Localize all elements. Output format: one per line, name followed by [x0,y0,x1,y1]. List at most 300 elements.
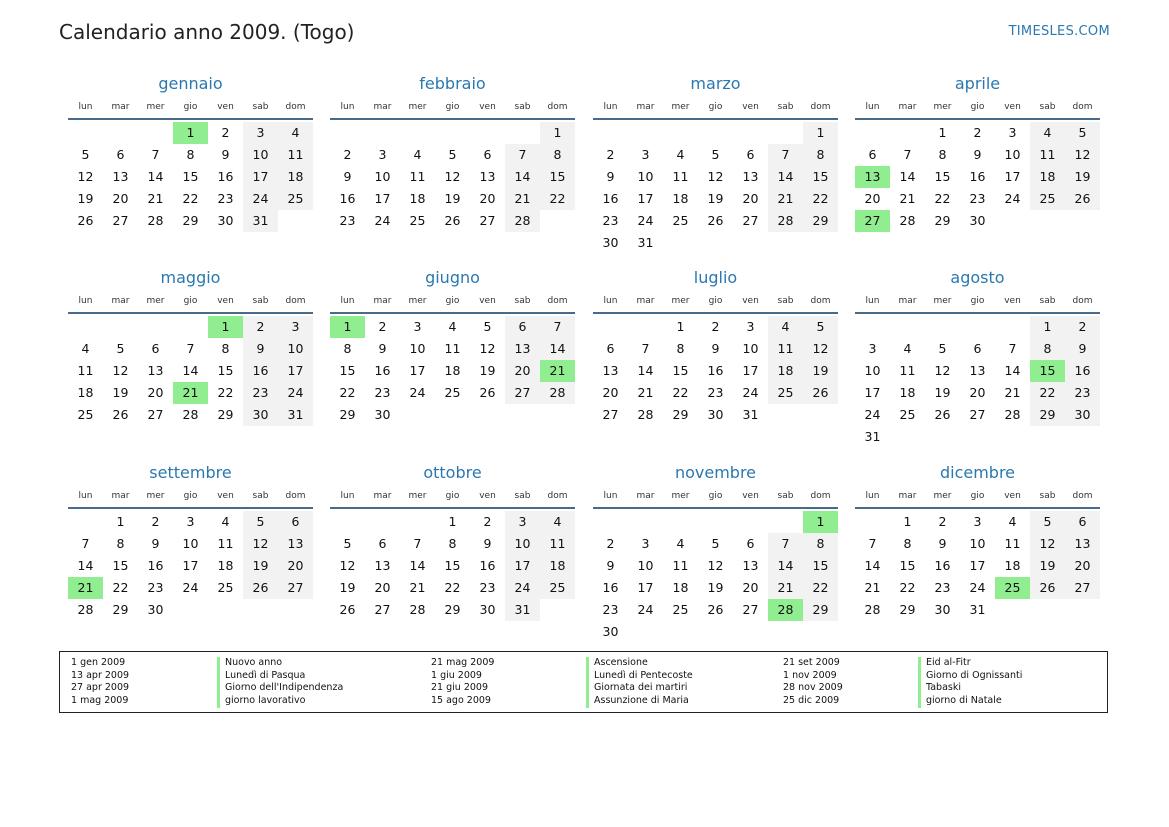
day-cell: 20 [505,360,540,382]
day-cell: 9 [221,147,230,162]
day-cell: 30 [217,213,234,228]
day-cell: 24 [243,188,278,210]
day-cell: 26 [339,602,356,617]
day-cell: 30 [1065,404,1100,426]
legend-names-col-1 [217,657,343,708]
day-cell: 25 [540,577,575,599]
day-cell: 28 [409,602,426,617]
weekday-label: gio [970,102,985,112]
day-cell: 20 [479,191,496,206]
day-cell: 10 [864,363,881,378]
day-cell: 3 [186,514,195,529]
page-title: Calendario anno 2009. (Togo) [59,20,355,44]
day-cell: 24 [505,577,540,599]
day-grid [593,511,838,643]
weekday-header [593,290,838,314]
weekday-header [593,96,838,120]
day-cell: 14 [409,558,426,573]
weekday-label: sab [514,296,531,306]
day-cell: 18 [1004,558,1021,573]
day-cell: 13 [742,558,759,573]
day-cell: 6 [116,147,125,162]
day-cell: 26 [803,382,838,404]
weekday-label: dom [1072,296,1093,306]
day-cell: 20 [147,385,164,400]
day-cell: 6 [278,511,313,533]
day-cell: 1 [1030,316,1065,338]
day-cell: 14 [864,558,881,573]
weekday-header [68,96,313,120]
day-cell: 29 [803,210,838,232]
empty-cell [768,511,803,533]
weekday-label: mar [898,491,917,501]
day-cell: 11 [768,338,803,360]
day-cell: 4 [676,147,685,162]
weekday-label: ven [742,491,759,501]
empty-cell [890,122,925,144]
day-cell: 3 [641,536,650,551]
empty-cell [925,316,960,338]
day-cell: 3 [746,319,755,334]
day-cell: 11 [540,533,575,555]
empty-cell [68,511,103,533]
day-cell: 12 [77,169,94,184]
holiday-day-cell: 28 [768,599,803,621]
day-cell: 14 [899,169,916,184]
day-cell: 24 [637,213,654,228]
day-cell: 29 [899,602,916,617]
day-cell: 15 [444,558,461,573]
weekday-label: lun [340,296,355,306]
day-cell: 6 [1065,511,1100,533]
day-cell: 7 [903,147,912,162]
day-cell: 16 [969,169,986,184]
month-gennaio [68,72,313,232]
day-cell: 19 [803,360,838,382]
day-cell: 5 [448,147,457,162]
day-cell: 13 [602,363,619,378]
weekday-label: ven [742,102,759,112]
day-cell: 14 [1004,363,1021,378]
month-name: gennaio [158,74,223,93]
day-cell: 9 [973,147,982,162]
day-cell: 7 [768,144,803,166]
weekday-label: gio [708,102,723,112]
day-cell: 24 [1004,191,1021,206]
weekday-label: lun [78,491,93,501]
weekday-label: lun [340,102,355,112]
day-cell: 17 [374,191,391,206]
holiday-day-cell: 21 [173,382,208,404]
day-cell: 31 [969,602,986,617]
day-cell: 2 [483,514,492,529]
day-cell: 16 [934,558,951,573]
legend-names-col-2 [586,657,693,708]
day-cell: 10 [409,341,426,356]
day-cell: 20 [1065,555,1100,577]
legend-date: 28 nov 2009 [783,682,843,694]
day-cell: 27 [374,602,391,617]
day-cell: 29 [934,213,951,228]
month-name: aprile [954,74,1001,93]
holiday-day-cell: 13 [855,166,890,188]
day-cell: 16 [243,360,278,382]
month-novembre [593,461,838,643]
day-cell: 28 [899,213,916,228]
month-luglio [593,266,838,426]
day-grid [855,122,1100,232]
weekday-label: gio [445,296,460,306]
day-cell: 19 [112,385,129,400]
day-cell: 30 [602,235,619,250]
empty-cell [68,316,103,338]
legend-date: 21 mag 2009 [431,657,495,668]
day-cell: 16 [374,363,391,378]
day-cell: 10 [637,558,654,573]
day-cell: 5 [116,341,125,356]
day-cell: 1 [116,514,125,529]
day-cell: 24 [182,580,199,595]
day-cell: 27 [969,407,986,422]
legend-name: giorno di Natale [926,695,1002,707]
day-cell: 26 [934,407,951,422]
day-cell: 1 [540,122,575,144]
day-cell: 5 [81,147,90,162]
weekday-label: sab [252,296,269,306]
day-cell: 24 [742,385,759,400]
day-cell: 11 [444,341,461,356]
weekday-header [68,290,313,314]
day-cell: 12 [243,533,278,555]
day-cell: 28 [182,407,199,422]
empty-cell [628,122,663,144]
day-cell: 6 [483,147,492,162]
day-grid [855,511,1100,621]
day-cell: 23 [969,191,986,206]
day-cell: 8 [903,536,912,551]
day-cell: 14 [637,363,654,378]
day-cell: 7 [1008,341,1017,356]
weekday-label: dom [547,491,568,501]
day-cell: 4 [278,122,313,144]
day-cell: 16 [147,558,164,573]
day-cell: 15 [217,363,234,378]
day-cell: 28 [147,213,164,228]
weekday-label: lun [865,296,880,306]
day-cell: 7 [505,144,540,166]
day-cell: 16 [707,363,724,378]
day-cell: 4 [903,341,912,356]
weekday-label: mar [898,296,917,306]
day-cell: 15 [672,363,689,378]
day-cell: 28 [505,210,540,232]
holiday-day-cell: 25 [995,577,1030,599]
day-cell: 5 [803,316,838,338]
legend-name: Giornata dei martiri [594,682,688,694]
day-cell: 12 [112,363,129,378]
day-cell: 22 [339,385,356,400]
day-cell: 2 [151,514,160,529]
day-cell: 21 [899,191,916,206]
weekday-label: dom [285,296,306,306]
day-cell: 19 [77,191,94,206]
day-cell: 1 [676,319,685,334]
day-cell: 25 [77,407,94,422]
day-cell: 18 [1030,166,1065,188]
weekday-label: gio [445,491,460,501]
legend-name: Giorno di Ognissanti [926,669,1023,681]
day-cell: 13 [278,533,313,555]
day-cell: 9 [378,341,387,356]
day-cell: 10 [278,338,313,360]
legend-date: 1 giu 2009 [431,669,482,681]
month-name: maggio [160,268,221,287]
site-link[interactable]: TIMESLES.COM [1008,24,1110,39]
legend-name: Giorno dell'Indipendenza [225,682,344,694]
weekday-label: gio [183,296,198,306]
day-cell: 7 [81,536,90,551]
day-cell: 18 [672,191,689,206]
weekday-label: sab [252,491,269,501]
day-cell: 11 [77,363,94,378]
day-cell: 4 [1008,514,1017,529]
day-grid [68,511,313,621]
day-cell: 10 [1004,147,1021,162]
day-cell: 27 [147,407,164,422]
day-cell: 13 [479,169,496,184]
day-cell: 21 [864,580,881,595]
day-cell: 31 [637,235,654,250]
day-cell: 18 [77,385,94,400]
day-cell: 19 [479,363,496,378]
empty-cell [330,122,365,144]
day-cell: 25 [899,407,916,422]
legend-name: giorno lavorativo [225,695,306,707]
month-name: settembre [149,463,232,482]
day-cell: 15 [803,555,838,577]
month-name: novembre [674,463,757,482]
empty-cell [960,316,995,338]
day-cell: 8 [186,147,195,162]
holiday-day-cell: 15 [1030,360,1065,382]
empty-cell [400,511,435,533]
empty-cell [330,511,365,533]
month-name: ottobre [423,463,482,482]
day-cell: 5 [938,341,947,356]
weekday-label: sab [1039,296,1056,306]
legend-dates-col-2 [431,657,494,708]
empty-cell [365,511,400,533]
day-cell: 21 [768,188,803,210]
day-cell: 8 [221,341,230,356]
day-cell: 28 [540,382,575,404]
weekday-label: gio [970,491,985,501]
day-cell: 12 [479,341,496,356]
day-cell: 24 [637,602,654,617]
day-cell: 2 [938,514,947,529]
weekday-label: dom [547,296,568,306]
month-name: agosto [950,268,1005,287]
legend-dates-col-1 [71,657,129,708]
day-cell: 14 [182,363,199,378]
weekday-label: lun [78,296,93,306]
day-grid [593,316,838,426]
day-cell: 20 [864,191,881,206]
day-grid [855,316,1100,448]
weekday-label: lun [865,102,880,112]
day-cell: 9 [243,338,278,360]
weekday-header [68,485,313,509]
day-cell: 9 [151,536,160,551]
day-cell: 8 [540,144,575,166]
weekday-label: ven [217,102,234,112]
day-cell: 10 [243,144,278,166]
day-cell: 23 [147,580,164,595]
weekday-label: dom [1072,491,1093,501]
empty-cell [855,122,890,144]
day-cell: 26 [77,213,94,228]
weekday-label: ven [217,491,234,501]
day-cell: 20 [742,191,759,206]
day-cell: 4 [768,316,803,338]
day-cell: 3 [278,316,313,338]
day-cell: 15 [112,558,129,573]
day-cell: 21 [1004,385,1021,400]
day-cell: 5 [243,511,278,533]
empty-cell [593,511,628,533]
empty-cell [855,316,890,338]
empty-cell [628,511,663,533]
day-cell: 4 [81,341,90,356]
day-cell: 3 [973,514,982,529]
day-cell: 15 [182,169,199,184]
day-cell: 26 [1065,188,1100,210]
day-cell: 15 [339,363,356,378]
weekday-label: gio [708,491,723,501]
month-name: luglio [693,268,738,287]
day-cell: 12 [934,363,951,378]
legend-date: 1 mag 2009 [71,695,129,707]
legend-date: 25 dic 2009 [783,695,840,707]
day-grid [68,316,313,426]
day-cell: 10 [505,533,540,555]
day-cell: 30 [969,213,986,228]
day-cell: 23 [479,580,496,595]
day-cell: 4 [221,514,230,529]
day-cell: 3 [413,319,422,334]
day-cell: 29 [217,407,234,422]
day-cell: 3 [1008,125,1017,140]
day-cell: 14 [147,169,164,184]
weekday-label: mer [671,102,690,112]
weekday-label: ven [479,296,496,306]
day-cell: 30 [243,404,278,426]
day-cell: 26 [112,407,129,422]
day-cell: 21 [637,385,654,400]
day-cell: 7 [641,341,650,356]
empty-cell [138,316,173,338]
day-cell: 19 [1030,555,1065,577]
day-cell: 8 [676,341,685,356]
day-cell: 7 [186,341,195,356]
day-cell: 10 [182,536,199,551]
day-cell: 12 [444,169,461,184]
holiday-day-cell: 21 [68,577,103,599]
day-cell: 8 [343,341,352,356]
day-cell: 22 [112,580,129,595]
day-cell: 25 [768,382,803,404]
day-grid [330,511,575,621]
empty-cell [995,316,1030,338]
day-cell: 11 [217,536,234,551]
empty-cell [505,122,540,144]
day-cell: 18 [899,385,916,400]
day-cell: 24 [374,213,391,228]
day-cell: 10 [637,169,654,184]
day-cell: 8 [116,536,125,551]
day-cell: 2 [378,319,387,334]
day-cell: 5 [483,319,492,334]
weekday-label: mer [408,491,427,501]
day-cell: 12 [707,558,724,573]
day-cell: 7 [540,316,575,338]
empty-cell [103,122,138,144]
empty-cell [138,122,173,144]
day-cell: 19 [339,580,356,595]
weekday-label: mar [111,296,130,306]
day-cell: 18 [278,166,313,188]
day-cell: 17 [742,363,759,378]
weekday-label: mar [898,102,917,112]
weekday-label: sab [777,296,794,306]
weekday-label: mer [933,102,952,112]
weekday-label: ven [742,296,759,306]
month-marzo [593,72,838,254]
day-cell: 2 [343,147,352,162]
day-cell: 26 [707,602,724,617]
weekday-label: mer [146,491,165,501]
day-cell: 2 [606,147,615,162]
empty-cell [698,122,733,144]
day-cell: 22 [803,577,838,599]
empty-cell [470,122,505,144]
day-cell: 13 [742,169,759,184]
day-cell: 25 [217,580,234,595]
empty-cell [400,122,435,144]
weekday-label: dom [1072,102,1093,112]
empty-cell [890,316,925,338]
day-cell: 20 [278,555,313,577]
day-cell: 20 [374,580,391,595]
day-cell: 9 [606,169,615,184]
day-cell: 17 [182,558,199,573]
day-cell: 29 [339,407,356,422]
day-cell: 17 [637,580,654,595]
weekday-header [330,485,575,509]
day-cell: 27 [742,213,759,228]
day-cell: 11 [409,169,426,184]
empty-cell [435,122,470,144]
month-dicembre [855,461,1100,621]
holiday-day-cell: 1 [803,511,838,533]
month-name: febbraio [419,74,486,93]
day-cell: 2 [711,319,720,334]
day-cell: 20 [602,385,619,400]
day-cell: 10 [742,341,759,356]
day-cell: 2 [973,125,982,140]
day-cell: 30 [934,602,951,617]
day-cell: 22 [934,191,951,206]
